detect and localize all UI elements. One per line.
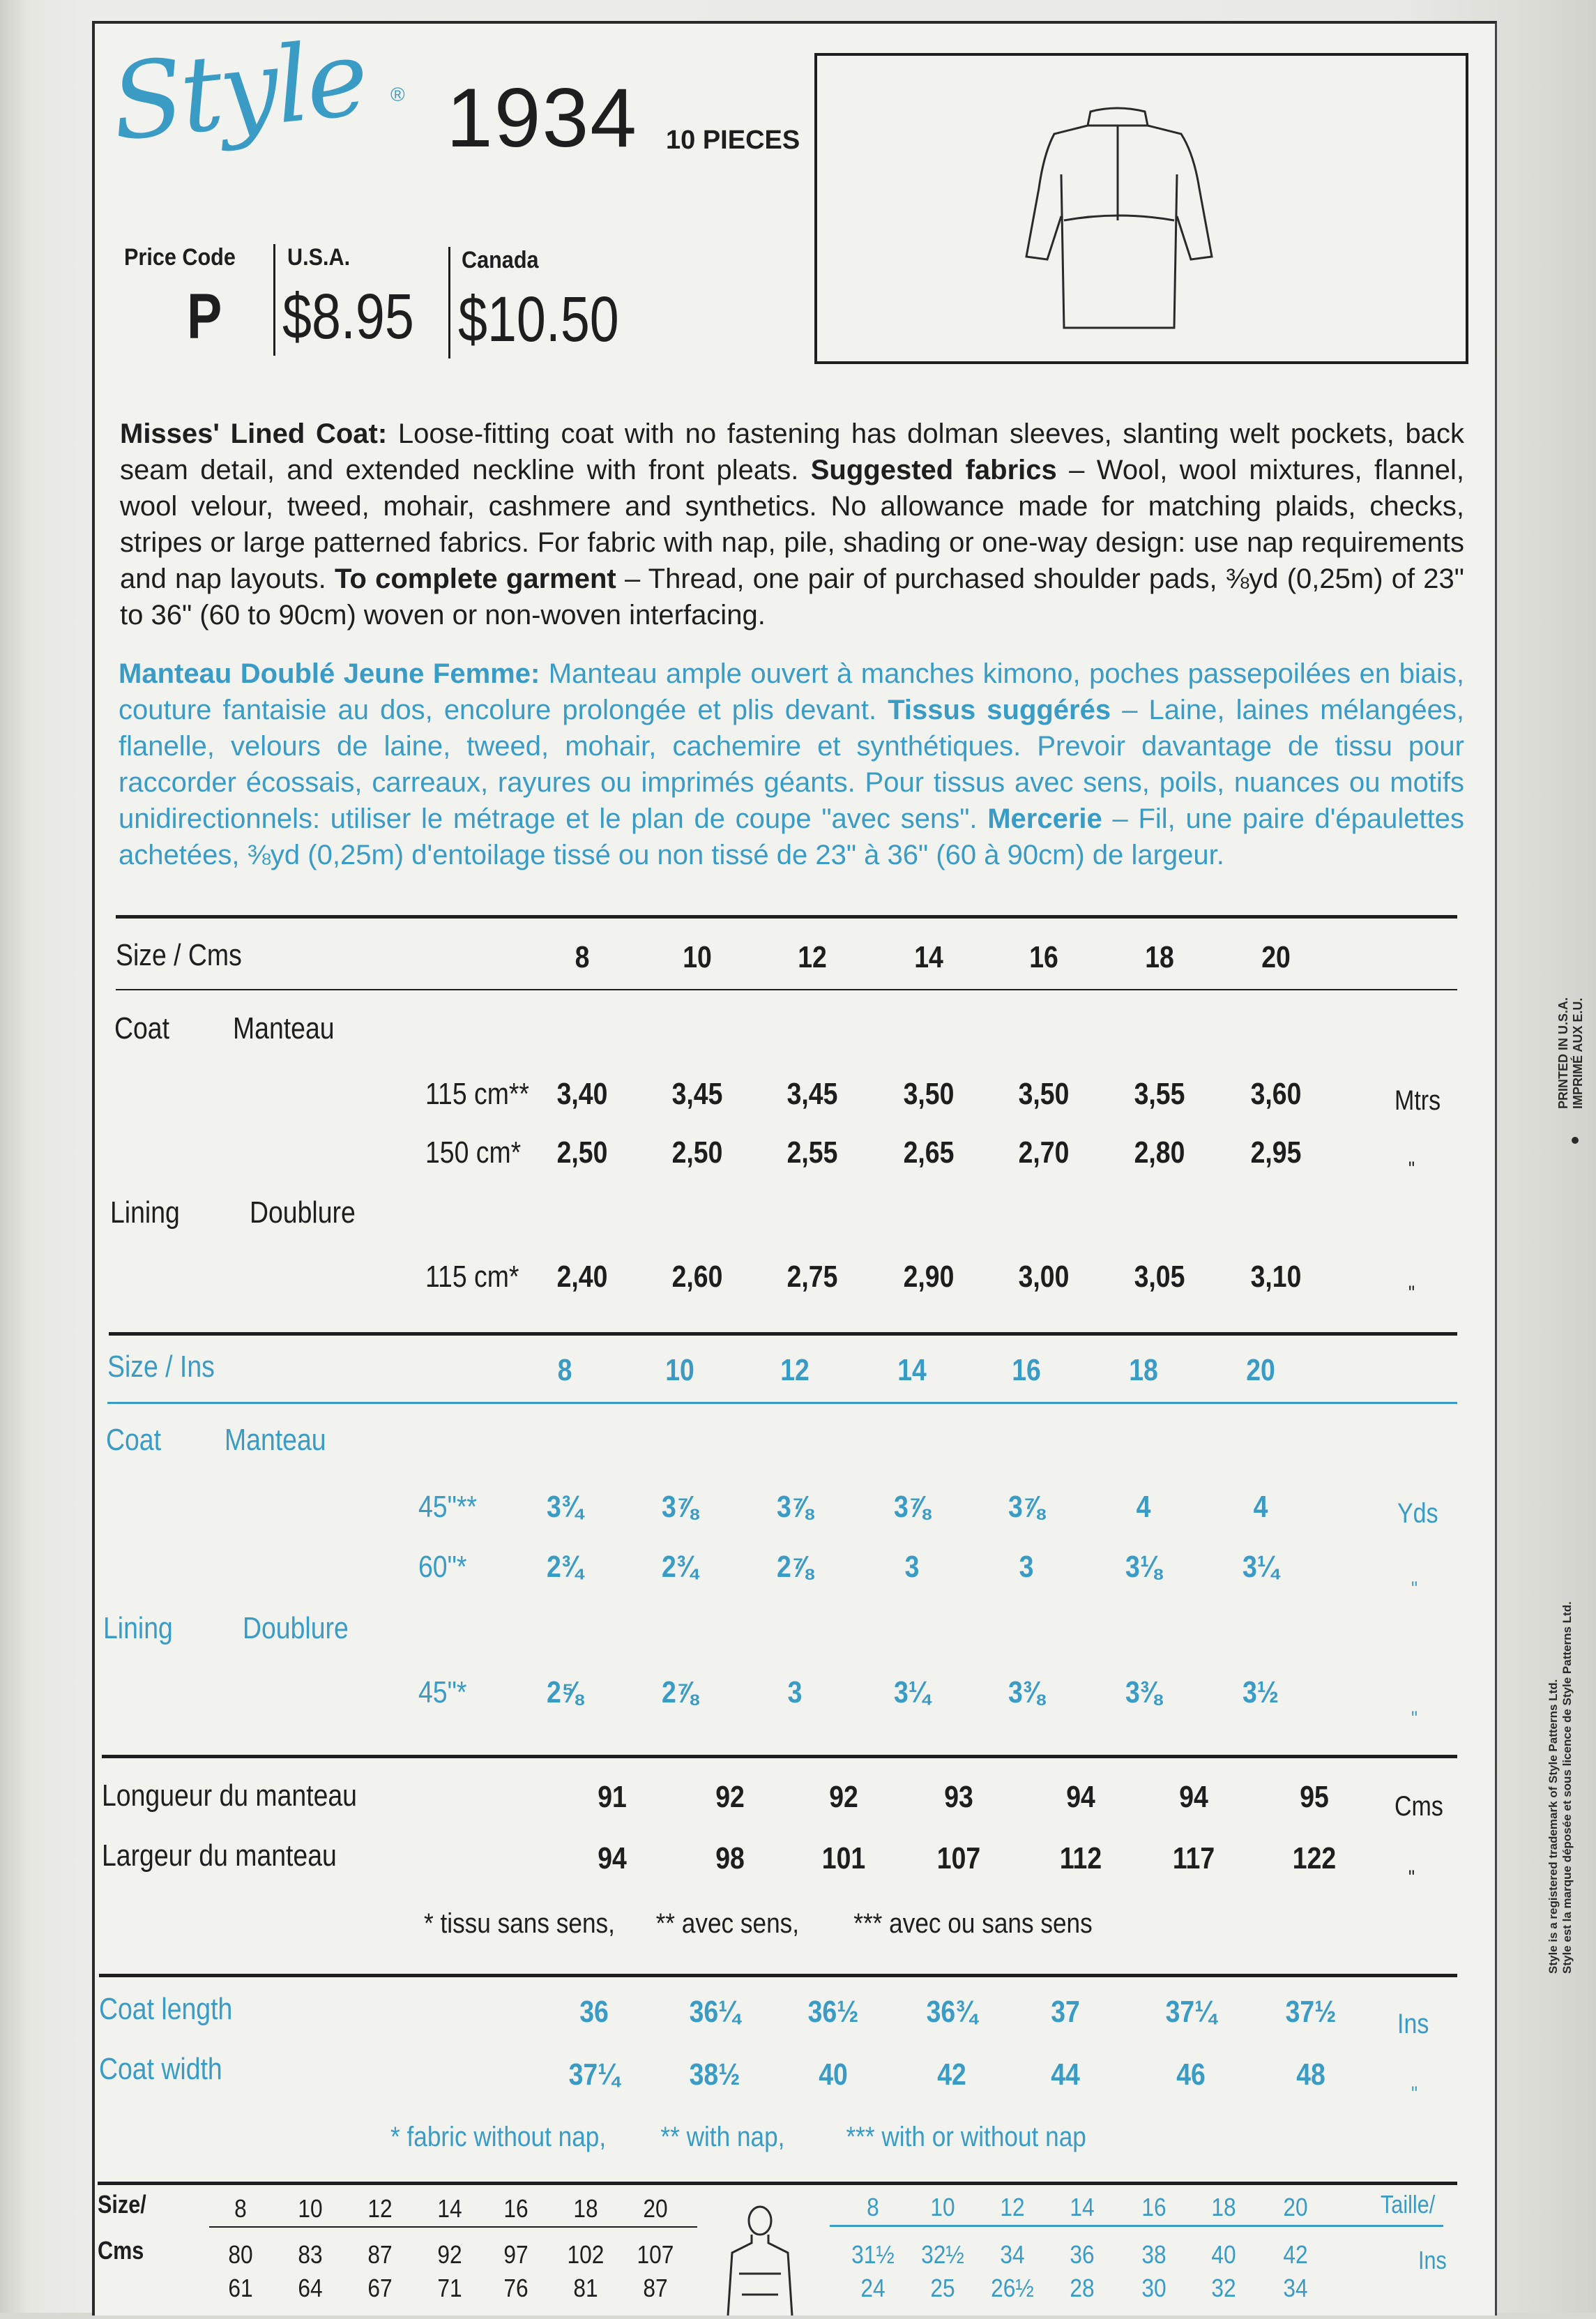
body-measure-cell: 31½ <box>851 2240 895 2269</box>
footnote-fr-3: *** avec ou sans sens <box>853 1908 1093 1939</box>
body-measure-cell: 36 <box>1070 2240 1095 2269</box>
usa-label: U.S.A. <box>287 244 351 271</box>
coat-yardage-cell: 3,45 <box>786 1077 838 1111</box>
coat-yardage-cell: 3,45 <box>671 1077 723 1111</box>
size-header-ins: 12 <box>780 1353 810 1387</box>
finished-measure-cell: 36¾ <box>926 1995 978 2029</box>
body-size-cell: 14 <box>1070 2193 1095 2221</box>
en-fabrics-heading: Suggested fabrics <box>810 455 1057 485</box>
finished-measure-cell: 91 <box>598 1780 627 1814</box>
unit-yds: Yds <box>1397 1498 1438 1529</box>
coat-yardage-cell: 2¾ <box>661 1550 698 1584</box>
lining-yardage-cell: 3½ <box>1242 1675 1279 1709</box>
body-measure-cell: 28 <box>1070 2274 1095 2302</box>
body-size-cell: 8 <box>234 2194 247 2223</box>
size-header-ins: 10 <box>665 1353 694 1387</box>
finished-measure-cell: 44 <box>1051 2057 1080 2092</box>
body-size-cell: 10 <box>298 2194 323 2223</box>
coat-yardage-cell: 2,95 <box>1250 1135 1302 1170</box>
body-measure-cell: 32 <box>1211 2274 1236 2302</box>
body-measure-cell: 32½ <box>921 2240 964 2269</box>
coat-yardage-cell: 3¼ <box>1242 1550 1279 1584</box>
coat-yardage-cell: 3⅞ <box>776 1490 813 1524</box>
doublure-label: Doublure <box>243 1611 349 1645</box>
coat-yardage-cell: 3¾ <box>546 1490 583 1524</box>
lining-yardage-cell: 3 <box>787 1675 803 1709</box>
lining-yardage-cell: 2,40 <box>556 1260 608 1294</box>
coat-yardage-cell: 2,55 <box>786 1135 838 1170</box>
finished-measure-cell: 92 <box>715 1780 745 1814</box>
figure-icon <box>718 2204 802 2319</box>
size-header-cms: 18 <box>1145 940 1174 974</box>
finished-measure-cell: 37¼ <box>1165 1995 1217 2029</box>
body-measure-cell: 92 <box>437 2240 462 2269</box>
body-measure-cell: 24 <box>860 2274 886 2302</box>
lining-label: Lining <box>103 1611 173 1645</box>
footnote-en-3: *** with or without nap <box>846 2122 1086 2152</box>
size-header-ins: 18 <box>1129 1353 1158 1387</box>
coat-yardage-cell: 3⅞ <box>1008 1490 1044 1524</box>
body-measure-cell: 87 <box>367 2240 393 2269</box>
lining-yardage-cell: 3,05 <box>1134 1260 1185 1294</box>
unit-ins: Ins <box>1397 2009 1429 2039</box>
body-measure-cell: 40 <box>1211 2240 1236 2269</box>
body-measure-cell: 64 <box>298 2274 323 2302</box>
ditto: " <box>1408 1282 1415 1305</box>
coat-label: Coat <box>114 1011 170 1045</box>
canada-price: $10.50 <box>458 284 619 355</box>
fr-notions-heading: Mercerie <box>987 803 1102 834</box>
canada-label: Canada <box>462 247 539 273</box>
bullet <box>1572 1137 1579 1144</box>
coat-label: Coat <box>106 1423 162 1457</box>
doublure-label: Doublure <box>250 1195 356 1230</box>
coat-yardage-cell: 3,40 <box>556 1077 608 1111</box>
size-header-cms: 10 <box>683 940 712 974</box>
body-size-cell: 18 <box>1211 2193 1236 2221</box>
footnote-fr-2: ** avec sens, <box>655 1908 800 1939</box>
body-measure-cell: 87 <box>643 2274 668 2302</box>
body-measure-cell: 97 <box>503 2240 529 2269</box>
ins-label: Ins <box>1418 2246 1447 2274</box>
size-header-cms: 12 <box>798 940 827 974</box>
size-header-cms: 8 <box>575 940 590 974</box>
footnote-fr <box>424 1908 1093 1940</box>
finished-measure-cell: 98 <box>715 1841 745 1875</box>
footnote-en-1: * fabric without nap, <box>390 2122 607 2152</box>
lining-yardage-cell: 3¼ <box>893 1675 930 1709</box>
manteau-label: Manteau <box>233 1011 335 1045</box>
body-size-cell: 12 <box>367 2194 393 2223</box>
printed-line-1: PRINTED IN U.S.A. <box>1556 997 1570 1109</box>
lining-label: Lining <box>110 1195 180 1230</box>
finished-measure-cell: 46 <box>1176 2057 1206 2092</box>
rule <box>98 2182 1457 2185</box>
fr-title: Manteau Doublé Jeune Femme: <box>119 658 540 689</box>
coat-width-fr-label: Largeur du manteau <box>102 1838 337 1873</box>
en-complete-heading: To complete garment <box>334 564 616 594</box>
coat-yardage-cell: 2,70 <box>1018 1135 1070 1170</box>
french-description <box>119 656 1464 873</box>
coat-yardage-cell: 4 <box>1136 1490 1151 1524</box>
body-measure-cell: 26½ <box>991 2274 1034 2302</box>
finished-measure-cell: 93 <box>944 1780 973 1814</box>
pieces-count: 10 PIECES <box>666 126 800 155</box>
body-measure-cell: 76 <box>503 2274 529 2302</box>
rule <box>209 2226 697 2228</box>
lining-yardage-cell: 3⅜ <box>1008 1675 1044 1709</box>
fr-text-2: – Laine, laines mélangées, flanelle, velours de laine, tweed, mohair, cachemire et synthétiques. Prevoir davantage de tissu pour raccorder écossais, carreaux, rayures ou imprimés géants. Pour tissus avec sens, poils, nuances ou motifs unidirectionnels: utiliser le métrage et le plan de coupe "avec sens". <box>119 695 1464 834</box>
finished-measure-cell: 37 <box>1051 1995 1080 2029</box>
finished-measure-cell: 92 <box>829 1780 858 1814</box>
body-measure-cell: 83 <box>298 2240 323 2269</box>
body-measure-cell: 42 <box>1283 2240 1308 2269</box>
coat-length-fr-label: Longueur du manteau <box>102 1778 357 1813</box>
finished-measure-cell: 112 <box>1059 1841 1102 1875</box>
body-measure-cell: 71 <box>437 2274 462 2302</box>
body-size-cell: 12 <box>1000 2193 1025 2221</box>
finished-measure-cell: 95 <box>1300 1780 1329 1814</box>
coat-length-label: Coat length <box>99 1992 233 2026</box>
price-code-label: Price Code <box>124 244 236 271</box>
rule <box>830 2225 1443 2227</box>
lining-width-label: 115 cm* <box>425 1260 519 1294</box>
coat-yardage-cell: 2,80 <box>1134 1135 1185 1170</box>
finished-measure-cell: 37¼ <box>568 2057 620 2092</box>
ditto: " <box>1411 1578 1418 1601</box>
finished-measure-cell: 40 <box>819 2057 848 2092</box>
body-size-cell: 16 <box>503 2194 529 2223</box>
body-size-label: Size/ <box>98 2190 146 2219</box>
ditto: " <box>1411 1707 1418 1730</box>
fr-fabrics-heading: Tissus suggérés <box>888 695 1111 725</box>
body-measure-cell: 80 <box>228 2240 253 2269</box>
body-size-cell: 20 <box>1283 2193 1308 2221</box>
width-45-label: 45"** <box>418 1490 477 1524</box>
footnote-en <box>390 2122 1086 2153</box>
en-title: Misses' Lined Coat: <box>120 418 388 449</box>
english-description <box>120 416 1464 633</box>
finished-measure-cell: 101 <box>821 1841 866 1875</box>
size-header-cms: 20 <box>1261 940 1291 974</box>
coat-yardage-cell: 3 <box>904 1550 920 1584</box>
finished-measure-cell: 117 <box>1172 1841 1215 1875</box>
size-header-ins: 20 <box>1246 1353 1275 1387</box>
pattern-number: 1934 <box>446 71 638 165</box>
price-code: P <box>187 281 222 352</box>
printed-line-2: IMPRIMÉ AUX E.U. <box>1571 997 1585 1109</box>
finished-measure-cell: 122 <box>1292 1841 1337 1875</box>
body-measure-cell: 25 <box>930 2274 955 2302</box>
size-ins-label: Size / Ins <box>107 1350 215 1384</box>
lining-yardage-cell: 2⅞ <box>661 1675 698 1709</box>
coat-yardage-cell: 3⅛ <box>1125 1550 1162 1584</box>
coat-yardage-cell: 2⅞ <box>776 1550 813 1584</box>
usa-price: $8.95 <box>282 281 414 352</box>
price-divider <box>448 247 450 358</box>
en-text-2: – Wool, wool mixtures, flannel, wool velour, tweed, mohair, cashmere and synthetics. No allowance made for matching plaids, checks, stripes or large patterned fabrics. For fabric with nap, pile, shading or one-way design: use nap requirements and nap layouts. <box>120 455 1464 594</box>
lining-yardage-cell: 2,90 <box>903 1260 955 1294</box>
finished-measure-cell: 36¼ <box>689 1995 740 2029</box>
finished-measure-cell: 94 <box>1066 1780 1095 1814</box>
unit-mtrs: Mtrs <box>1394 1085 1441 1116</box>
size-header-ins: 14 <box>897 1353 927 1387</box>
body-cms-label: Cms <box>98 2236 144 2265</box>
coat-yardage-cell: 3⅞ <box>661 1490 698 1524</box>
lining-yardage-cell: 3⅜ <box>1125 1675 1162 1709</box>
coat-yardage-cell: 3 <box>1019 1550 1034 1584</box>
lining-yardage-cell: 3,10 <box>1250 1260 1302 1294</box>
coat-yardage-cell: 3,55 <box>1134 1077 1185 1111</box>
lining-yardage-cell: 2,60 <box>671 1260 723 1294</box>
finished-measure-cell: 48 <box>1296 2057 1325 2092</box>
en-text-3: – Thread, one pair of purchased shoulder pads, ⅜yd (0,25m) of 23" to 36" (60 to 90cm) woven or non-woven interfacing. <box>120 564 1464 630</box>
finished-measure-cell: 94 <box>598 1841 627 1875</box>
manteau-label: Manteau <box>225 1423 326 1457</box>
rule <box>99 1974 1457 1977</box>
lining-yardage-cell: 2,75 <box>786 1260 838 1294</box>
finished-measure-cell: 107 <box>936 1841 981 1875</box>
finished-measure-cell: 42 <box>937 2057 966 2092</box>
lining-width-label: 45"* <box>418 1675 467 1709</box>
body-measure-cell: 34 <box>1000 2240 1025 2269</box>
coat-yardage-cell: 3,60 <box>1250 1077 1302 1111</box>
finished-measure-cell: 36 <box>579 1995 609 2029</box>
trademark-line-1: Style is a registered trademark of Style Patterns Ltd. <box>1546 1679 1560 1974</box>
coat-yardage-cell: 2,65 <box>903 1135 955 1170</box>
rule <box>107 1402 1457 1404</box>
body-measure-cell: 107 <box>637 2240 674 2269</box>
printed-in-usa <box>1556 997 1586 1109</box>
footnote-fr-1: * tissu sans sens, <box>424 1908 615 1939</box>
body-measure-cell: 30 <box>1141 2274 1166 2302</box>
finished-measure-cell: 38½ <box>689 2057 740 2092</box>
size-header-cms: 14 <box>914 940 943 974</box>
body-size-cell: 16 <box>1141 2193 1166 2221</box>
finished-measure-cell: 37½ <box>1285 1995 1337 2029</box>
lining-yardage-cell: 3,00 <box>1018 1260 1070 1294</box>
lining-yardage-cell: 2⅝ <box>546 1675 583 1709</box>
finished-measure-cell: 36½ <box>807 1995 859 2029</box>
size-header-ins: 16 <box>1012 1353 1041 1387</box>
body-size-cell: 10 <box>930 2193 955 2221</box>
size-header-ins: 8 <box>557 1353 572 1387</box>
registered-mark: ® <box>390 84 405 105</box>
coat-yardage-cell: 3,50 <box>903 1077 955 1111</box>
body-measure-cell: 67 <box>367 2274 393 2302</box>
en-text-1: Loose-fitting coat with no fastening has dolman sleeves, slanting welt pockets, back seam detail, and extended neckline with front pleats. <box>120 418 1464 485</box>
unit-cms: Cms <box>1394 1791 1443 1822</box>
rule <box>116 989 1457 990</box>
width-150-label: 150 cm* <box>425 1135 522 1170</box>
style-logo: Style <box>105 17 372 165</box>
width-115-label: 115 cm** <box>425 1077 529 1111</box>
coat-width-label: Coat width <box>99 2052 222 2086</box>
coat-yardage-cell: 2¾ <box>546 1550 583 1584</box>
body-size-cell: 18 <box>573 2194 598 2223</box>
size-header-cms: 16 <box>1029 940 1058 974</box>
body-size-cell: 20 <box>643 2194 668 2223</box>
coat-yardage-cell: 2,50 <box>671 1135 723 1170</box>
finished-measure-cell: 94 <box>1179 1780 1208 1814</box>
price-divider <box>273 244 275 356</box>
coat-yardage-cell: 3,50 <box>1018 1077 1070 1111</box>
ditto: " <box>1408 1866 1415 1889</box>
trademark-line-2: Style est la marque déposée et sous licence de Style Patterns Ltd. <box>1560 1601 1574 1974</box>
body-measure-cell: 34 <box>1283 2274 1308 2302</box>
coat-yardage-cell: 4 <box>1253 1490 1268 1524</box>
rule <box>116 915 1457 919</box>
taille-label: Taille/ <box>1381 2190 1436 2219</box>
body-measure-cell: 81 <box>573 2274 598 2302</box>
garment-illustration-box <box>814 53 1468 364</box>
ditto: " <box>1408 1158 1415 1181</box>
coat-yardage-cell: 2,50 <box>556 1135 608 1170</box>
body-measure-cell: 38 <box>1141 2240 1166 2269</box>
trademark-notice <box>1546 1601 1574 1974</box>
fr-text-1: Manteau ample ouvert à manches kimono, poches passepoilées en biais, couture fantaisie au dos, encolure prolongée et plis devant. <box>119 658 1464 725</box>
footnote-en-2: ** with nap, <box>660 2122 785 2152</box>
body-measure-cell: 61 <box>228 2274 253 2302</box>
body-size-cell: 8 <box>867 2193 879 2221</box>
coat-back-view-illustration <box>817 56 1466 361</box>
width-60-label: 60"* <box>418 1550 467 1584</box>
rule <box>109 1332 1457 1336</box>
coat-yardage-cell: 3⅞ <box>893 1490 930 1524</box>
fr-text-3: – Fil, une paire d'épaulettes achetées, ⅜yd (0,25m) d'entoilage tissé ou non tissé de 23" à 36" (60 à 90cm) de largeur. <box>119 803 1464 870</box>
body-size-cell: 14 <box>437 2194 462 2223</box>
rule <box>102 1755 1457 1758</box>
size-cms-label: Size / Cms <box>116 938 242 972</box>
body-measure-cell: 102 <box>567 2240 605 2269</box>
ditto: " <box>1411 2083 1418 2106</box>
